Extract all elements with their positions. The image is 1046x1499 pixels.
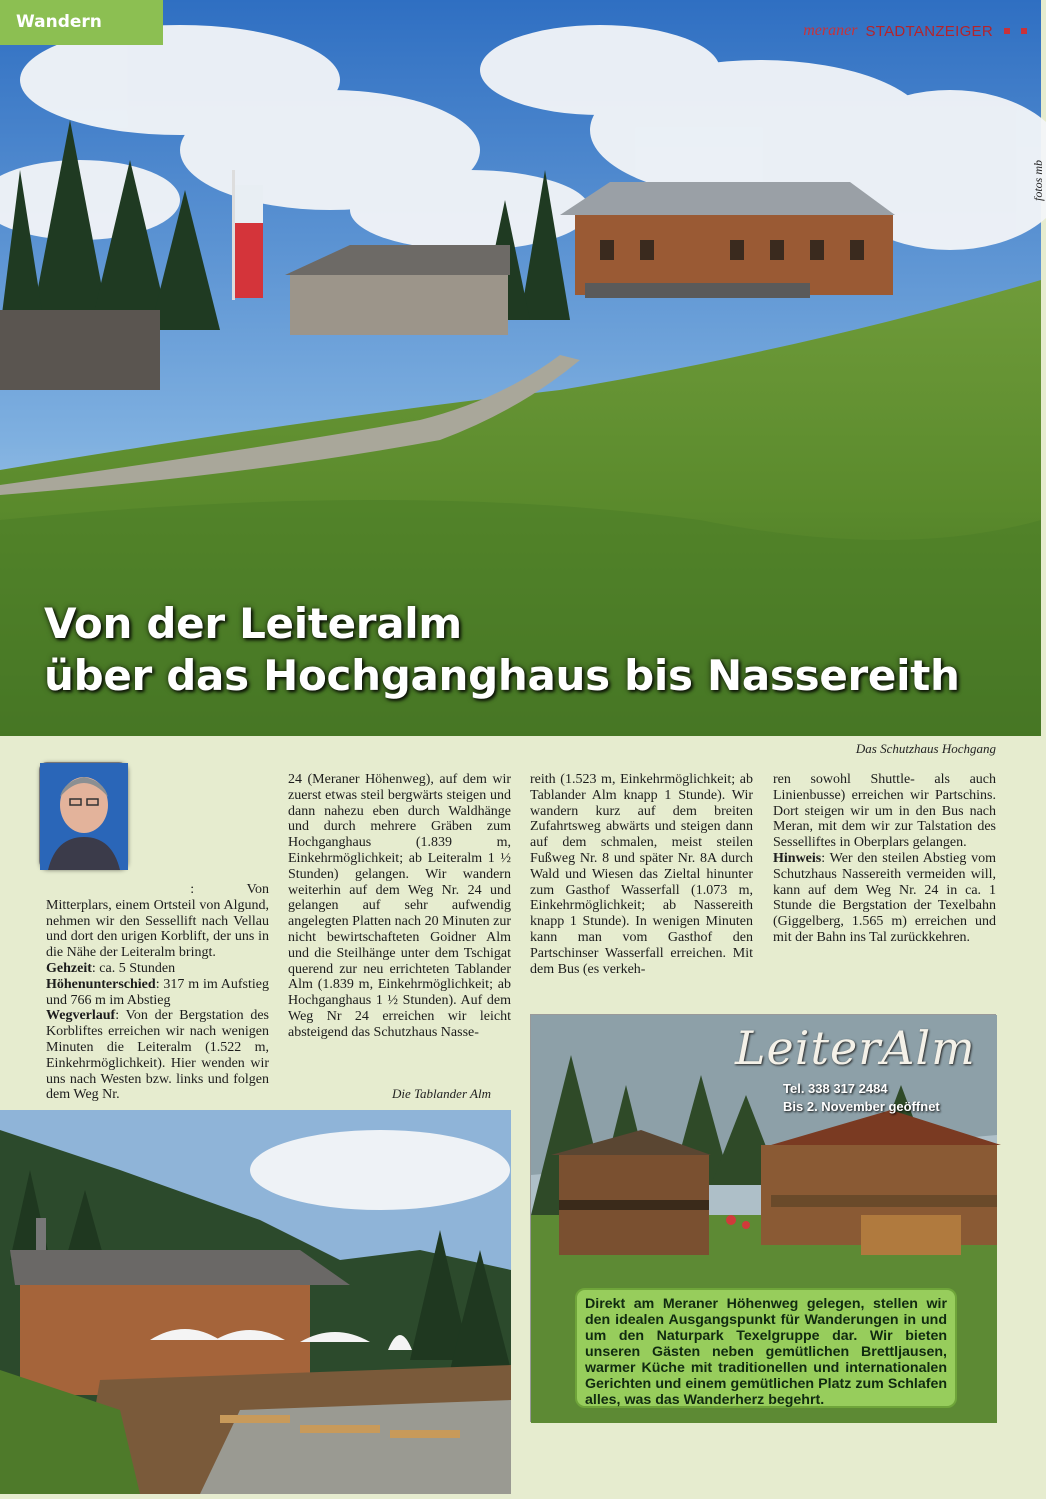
section-tag: Wandern: [0, 0, 163, 45]
hinweis-text: : Wer den steilen Abstieg vom Schutzhaus Nassereith vermeiden will, kann auf dem Weg Nr. 24 in ca. 1 Stunde die Bergstation der Texelbahn (Giggelberg, 1.565 m) erreichen und mit der Bahn ins Tal zurückkehren.: [773, 850, 996, 945]
gehzeit-text: : ca. 5 Stunden: [91, 960, 176, 976]
square-icon: [1004, 28, 1010, 34]
headline-line1: Von der Leiteralm: [44, 599, 462, 648]
column-1: [46, 772, 269, 1103]
tablander-alm-scene: [0, 1110, 511, 1494]
hoehe-label: Höhenunterschied: [46, 976, 156, 992]
weg-text: : Von der Bergstation des Korbliftes erreichen wir nach wenigen Minuten die Leiteralm (1.522 m, Einkehrmöglichkeit). Hier wenden wir uns nach Westen bzw. links und folgen dem Weg Nr.: [46, 1008, 269, 1103]
column-2: [288, 772, 511, 1041]
hinweis-label: Hinweis: [773, 850, 822, 866]
leiteralm-advertisement: [530, 1014, 996, 1422]
column-3-text: reith (1.523 m, Einkehrmöglichkeit; ab Tablander Alm knapp 1 Stunde). Wir wandern kurz auf dem breiten Zufahrtsweg abwärts und steigen dann auf dem schmalen, meist steilen Fußweg Nr. 8 und später Nr. 8A durch Wald und Wiesen das Zieltal hinunter zum Gasthof Wasserfall (1.073 m, Einkehrmöglichkeit; ab Nassereith knapp 1 Stunde). In wenigen Minuten kann man vom Gasthof den Partschinser Wasserfall erreichen. Mit dem Bus (es verkeh-: [530, 772, 753, 977]
masthead-logo: [803, 22, 1027, 40]
masthead-part2: STADTANZEIGER: [865, 22, 993, 40]
column-4: [773, 772, 996, 946]
weg-label: Wegverlauf: [46, 1008, 116, 1024]
hero-photo: [0, 0, 1045, 736]
gehzeit-label: Gehzeit: [46, 960, 92, 976]
logo-part1: Leiter: [735, 1021, 882, 1075]
square-icon: [1021, 28, 1027, 34]
headline-line2: über das Hochganghaus bis Nassereith: [44, 651, 960, 700]
ad-phone: Tel. 338 317 2484: [783, 1081, 888, 1096]
logo-part2: Alm: [881, 1021, 976, 1075]
photo-credit: fotos mb: [1031, 160, 1045, 202]
article-headline: [44, 598, 960, 702]
column-2-text: 24 (Meraner Höhenweg), auf dem wir zuerst etwas steil bergwärts steigen und dann nahezu eben durch Waldhänge und durch mehrere Gräben zum Hochganghaus (1.839 m, Einkehrmöglichkeit; ab Leiteralm 1 ½ Stunden) gelangen. Wir wandern weiterhin auf dem Weg Nr. 24 und gelangen auf sehr aufwendig angelegten Platten nach 20 Minuten zur nicht bewirtschafteten Goidner Alm und die Steilhänge unter dem Tschigat querend zur neu errichteten Tablander Alm (1.839 m, Einkehrmöglichkeit; ab Hochganghaus 1 ½ Stunden). Auf dem Weg Nr 24 erreichen wir leicht absteigend das Schutzhaus Nasse-: [288, 772, 511, 1040]
leiteralm-logo: [735, 1021, 976, 1075]
column-3: [530, 772, 753, 977]
caption-tablander: Die Tablander Alm: [392, 1086, 491, 1101]
anfahrt-text: : Von Mitterplars, einem Ortsteil von Algund, nehmen wir den Sessellift nach Vellau und dort den urigen Korblift, der uns in die Nähe der Leiteralm bringt.: [46, 882, 269, 961]
ad-textbox: Direkt am Meraner Höhenweg gelegen, stellen wir den idealen Ausgangspunkt für Wanderungen in und um den Naturpark Texelgruppe dar. Wir bieten unseren Gästen neben gemütlichen Brettljausen, warmer Küche mit traditionellen und internationalen Gerichten und einem gemütlichen Platz zum Schlafen alles, was das Wanderherz begehrt.: [575, 1288, 957, 1408]
column-4-text: ren sowohl Shuttle- als auch Linienbusse) erreichen wir Partschins. Dort steigen wir um in den Bus nach Meran, mit dem wir zur Talstation des Sesselliftes in Oberplars gelangen.: [773, 772, 996, 851]
ad-opening-note: Bis 2. November geöffnet: [783, 1099, 940, 1114]
masthead-part1: meraner: [803, 22, 858, 39]
hoehe-text: : 317 m im Aufstieg und 766 m im Abstieg: [46, 976, 269, 1008]
tablander-photo: [0, 1110, 511, 1494]
caption-hero: Das Schutzhaus Hochgang: [855, 741, 996, 756]
